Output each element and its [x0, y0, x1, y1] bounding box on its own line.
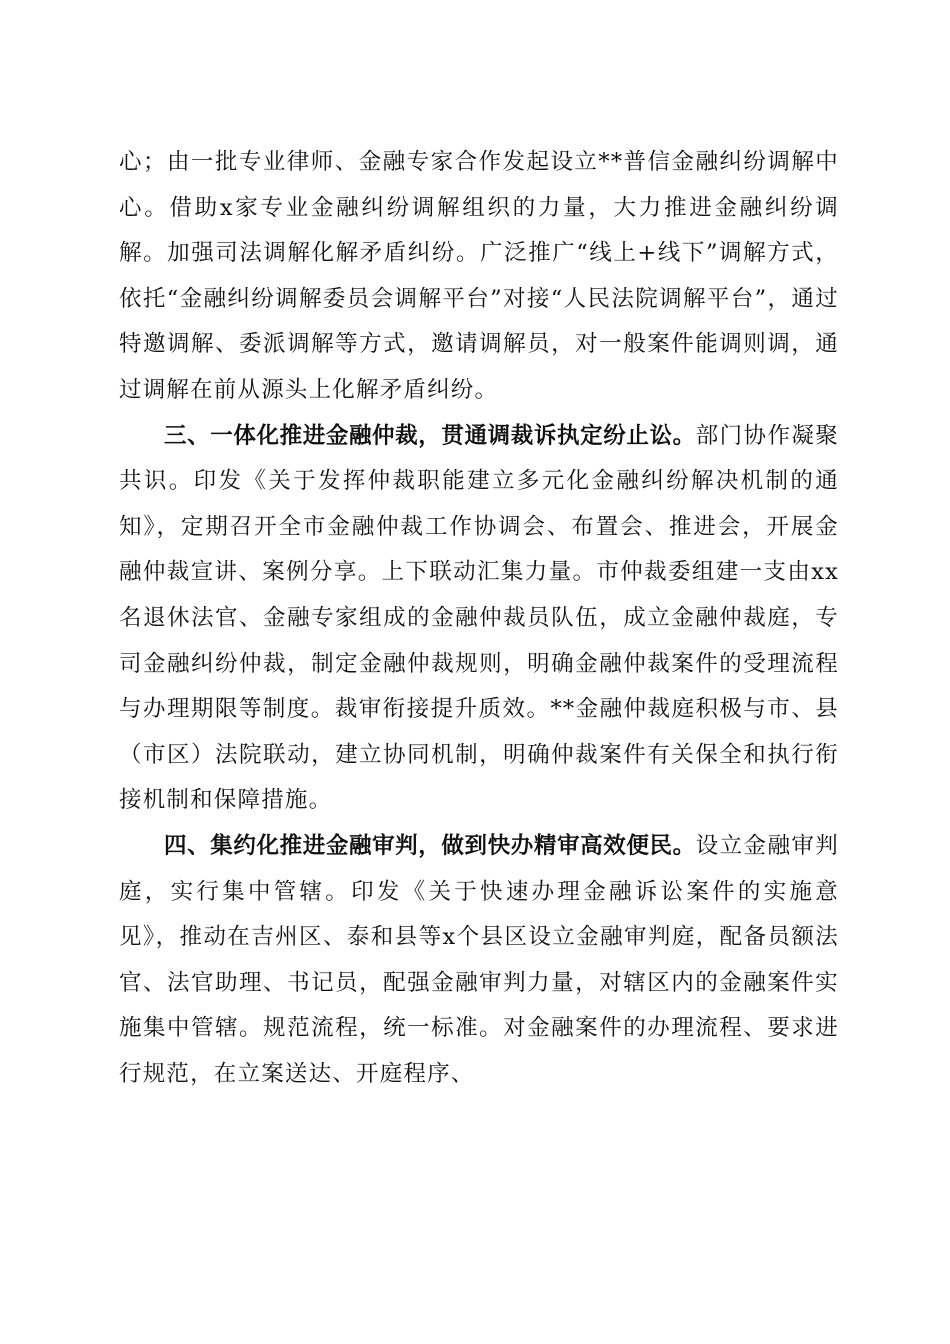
document-body [119, 140, 839, 1097]
section-heading-four: 四、集约化推进金融审判，做到快办精审高效便民。 [164, 832, 696, 859]
paragraph-text: 部门协作凝聚共识。印发《关于发挥仲裁职能建立多元化金融纠纷解决机制的通知》，定期召开全市金融仲裁工作协调会、布置会、推进会，开展金融仲裁宣讲、案例分享。上下联动汇集力量。市仲裁委组建一支由xx名退休法官、金融专家组成的金融仲裁员队伍，成立金融仲裁庭，专司金融纠纷仲裁，制定金融仲裁规则，明确金融仲裁案件的受理流程与办理期限等制度。裁审衔接提升质效。**金融仲裁庭积极与市、县（市区）法院联动，建立协同机制，明确仲裁案件有关保全和执行衔接机制和保障措施。 [119, 422, 840, 814]
paragraph-text: 心；由一批专业律师、金融专家合作发起设立**普信金融纠纷调解中心。借助x家专业金融纠纷调解组织的力量，大力推进金融纠纷调解。加强司法调解化解矛盾纠纷。广泛推广“线上+线下”调解方式，依托“金融纠纷调解委员会调解平台”对接“人民法院调解平台”，通过特邀调解、委派调解等方式，邀请调解员，对一般案件能调则调，通过调解在前从源头上化解矛盾纠纷。 [119, 149, 839, 403]
paragraph-text: 设立金融审判庭，实行集中管辖。印发《关于快速办理金融诉讼案件的实施意见》，推动在吉州区、泰和县等x个县区设立金融审判庭，配备员额法官、法官助理、书记员，配强金融审判力量，对辖区内的金融案件实施集中管辖。规范流程，统一标准。对金融案件的办理流程、要求进行规范，在立案送达、开庭程序、 [119, 832, 840, 1087]
paragraph-trial [119, 824, 839, 1098]
paragraph-mediation [119, 140, 839, 414]
section-heading-three: 三、一体化推进金融仲裁，贯通调裁诉执定纷止讼。 [164, 422, 696, 449]
paragraph-arbitration [119, 414, 839, 824]
